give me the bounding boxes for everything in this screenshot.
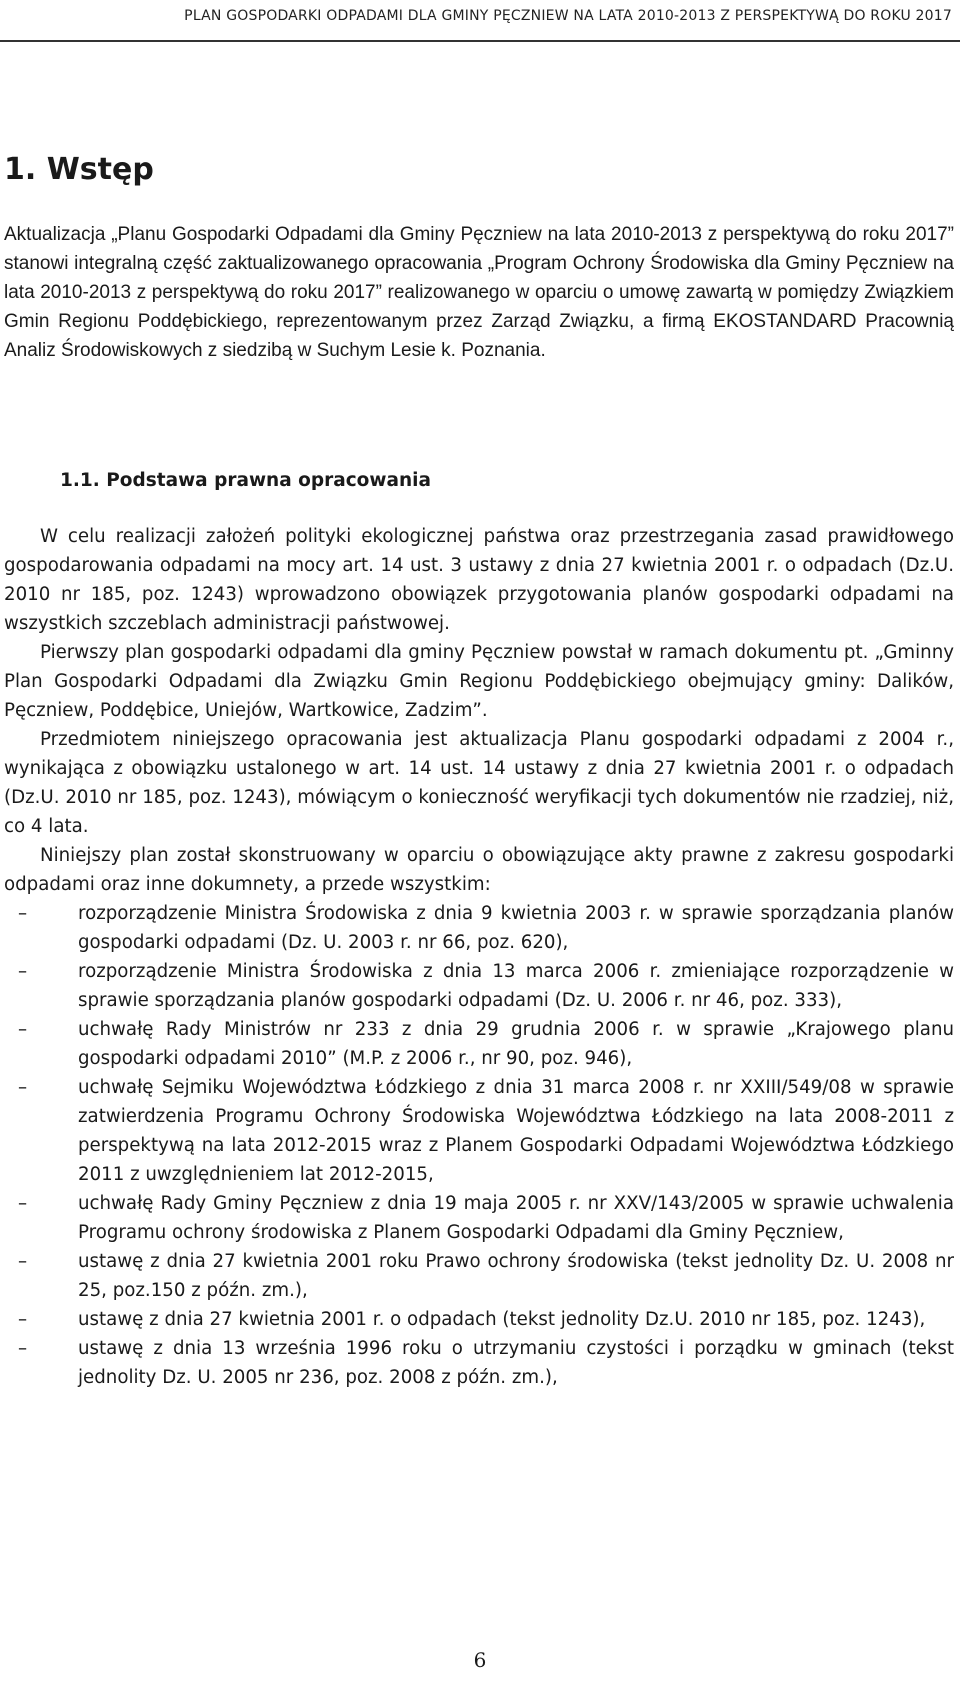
list-item-text: rozporządzenie Ministra Środowiska z dnia 9 kwietnia 2003 r. w sprawie sporządzania planów gospodarki odpadami (Dz. U. 2003 r. nr 66, poz. 620),	[78, 903, 954, 953]
dash-marker: –	[18, 1193, 28, 1214]
list-item-text: ustawę z dnia 27 kwietnia 2001 r. o odpadach (tekst jednolity Dz.U. 2010 nr 185, poz. 1243),	[78, 1309, 926, 1330]
section-heading-introduction: 1. Wstęp	[4, 152, 154, 187]
dash-marker: –	[18, 1309, 28, 1330]
subsection-heading-legal-basis: 1.1. Podstawa prawna opracowania	[60, 470, 431, 491]
running-header	[0, 0, 960, 42]
list-item	[4, 1189, 954, 1247]
introduction-paragraph: Aktualizacja „Planu Gospodarki Odpadami dla Gminy Pęczniew na lata 2010-2013 z perspektywą do roku 2017” stanowi integralną część zaktualizowanego opracowania „Program Ochrony Środowiska dla Gminy Pęczniew na lata 2010-2013 z perspektywą do roku 2017” realizowanego w oparciu o umowę zawartą w pomiędzy Związkiem Gmin Regionu Poddębickiego, reprezentowanym przez Zarząd Związku, a firmą EKOSTANDARD Pracownią Analiz Środowiskowych z siedzibą w Suchym Lesie k. Poznania.	[4, 224, 954, 361]
list-item-text: uchwałę Rady Ministrów nr 233 z dnia 29 grudnia 2006 r. w sprawie „Krajowego planu gospodarki odpadami 2010” (M.P. z 2006 r., nr 90, poz. 946),	[78, 1019, 954, 1069]
dash-marker: –	[18, 1338, 28, 1359]
legal-acts-list	[4, 899, 954, 1392]
dash-marker: –	[18, 1019, 28, 1040]
list-item	[4, 1247, 954, 1305]
list-item-text: uchwałę Rady Gminy Pęczniew z dnia 19 maja 2005 r. nr XXV/143/2005 w sprawie uchwalenia Programu ochrony środowiska z Planem Gospodarki Odpadami dla Gminy Pęczniew,	[78, 1193, 954, 1243]
page-number: 6	[473, 1648, 487, 1672]
legal-basis-paragraph-4: Niniejszy plan został skonstruowany w oparciu o obowiązujące akty prawne z zakresu gospodarki odpadami oraz inne dokumnety, a przede wszystkim:	[4, 845, 954, 895]
dash-marker: –	[18, 903, 28, 924]
list-item-text: ustawę z dnia 13 września 1996 roku o utrzymaniu czystości i porządku w gminach (tekst jednolity Dz. U. 2005 nr 236, poz. 2008 z późn. zm.),	[78, 1338, 954, 1388]
list-item	[4, 899, 954, 957]
legal-basis-paragraph-2: Pierwszy plan gospodarki odpadami dla gminy Pęczniew powstał w ramach dokumentu pt. „Gminny Plan Gospodarki Odpadami dla Związku Gmin Regionu Poddębickiego obejmujący gminy: Dalików, Pęczniew, Poddębice, Uniejów, Wartkowice, Zadzim”.	[4, 642, 954, 721]
list-item-text: rozporządzenie Ministra Środowiska z dnia 13 marca 2006 r. zmieniające rozporządzenie w sprawie sporządzania planów gospodarki odpadami (Dz. U. 2006 r. nr 46, poz. 333),	[78, 961, 954, 1011]
legal-basis-paragraph-3: Przedmiotem niniejszego opracowania jest aktualizacja Planu gospodarki odpadami z 2004 r., wynikająca z obowiązku ustalonego w art. 14 ust. 14 ustawy z dnia 27 kwietnia 2001 r. o odpadach (Dz.U. 2010 nr 185, poz. 1243), mówiącym o konieczność weryfikacji tych dokumentów nie rzadziej, niż, co 4 lata.	[4, 729, 954, 837]
list-item	[4, 1334, 954, 1392]
list-item	[4, 1073, 954, 1189]
legal-basis-body	[4, 522, 954, 1392]
list-item	[4, 1015, 954, 1073]
list-item	[4, 1305, 954, 1334]
legal-basis-paragraph-1: W celu realizacji założeń polityki ekologicznej państwa oraz przestrzegania zasad prawidłowego gospodarowania odpadami na mocy art. 14 ust. 3 ustawy z dnia 27 kwietnia 2001 r. o odpadach (Dz.U. 2010 nr 185, poz. 1243) wprowadzono obowiązek przygotowania planów gospodarki odpadami na wszystkich szczeblach administracji państwowej.	[4, 526, 954, 634]
list-item-text: uchwałę Sejmiku Województwa Łódzkiego z dnia 31 marca 2008 r. nr XXIII/549/08 w sprawie zatwierdzenia Programu Ochrony Środowiska Województwa Łódzkiego na lata 2008-2011 z perspektywą na lata 2012-2015 wraz z Planem Gospodarki Odpadami Województwa Łódzkiego 2011 z uwzględnieniem lat 2012-2015,	[78, 1077, 954, 1185]
list-item-text: ustawę z dnia 27 kwietnia 2001 roku Prawo ochrony środowiska (tekst jednolity Dz. U. 2008 nr 25, poz.150 z późn. zm.),	[78, 1251, 954, 1301]
dash-marker: –	[18, 1251, 28, 1272]
running-header-title: PLAN GOSPODARKI ODPADAMI DLA GMINY PĘCZNIEW NA LATA 2010-2013 Z PERSPEKTYWĄ DO ROKU 2017	[184, 8, 952, 24]
dash-marker: –	[18, 1077, 28, 1098]
dash-marker: –	[18, 961, 28, 982]
list-item	[4, 957, 954, 1015]
